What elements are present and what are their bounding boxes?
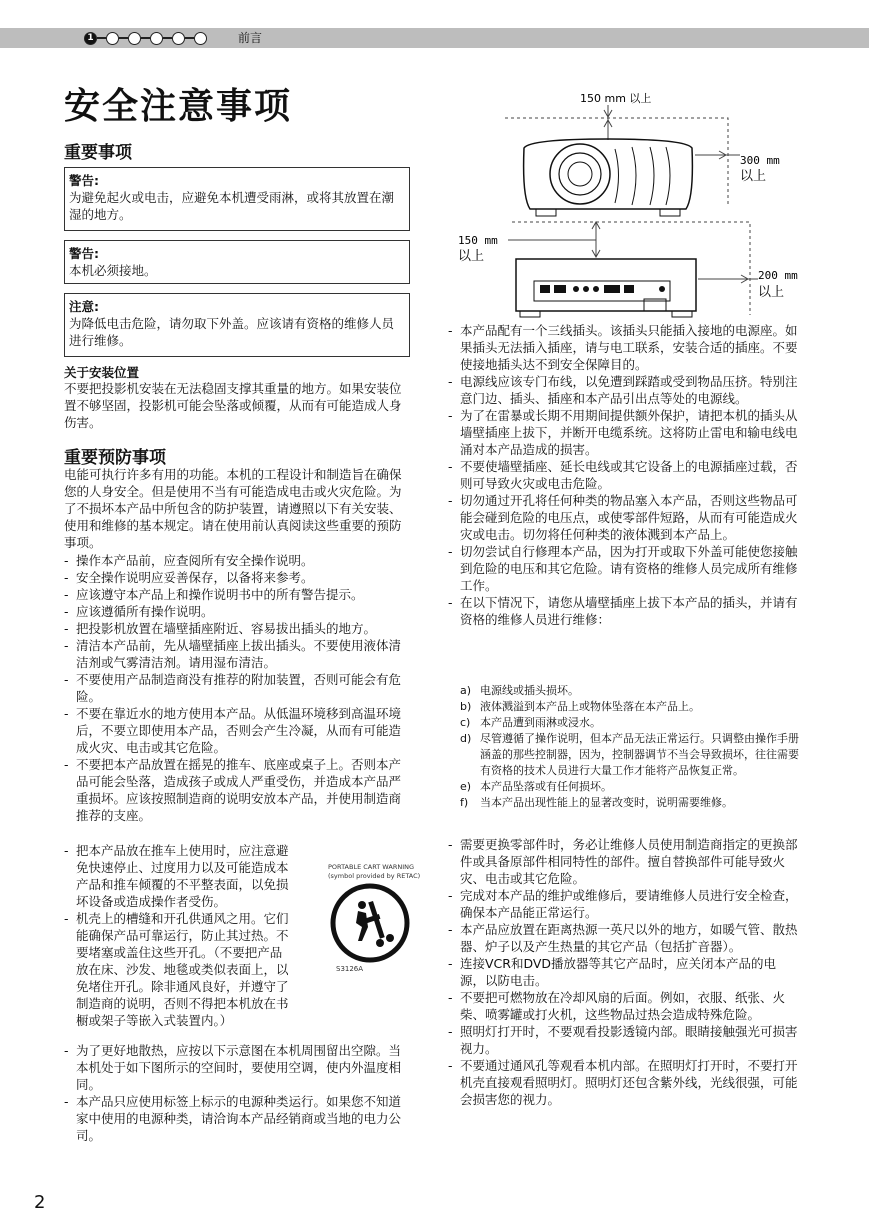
item-marker: a) <box>460 684 472 697</box>
step-1: 1 <box>84 32 97 45</box>
important-heading: 重要事项 <box>64 143 132 163</box>
step-connector <box>97 37 106 39</box>
list-item: - 安全操作说明应妥善保存，以备将来参考。 <box>64 569 412 586</box>
list-item <box>448 795 808 811</box>
location-text: 不要把投影机安装在无法稳固支撑其重量的地方。如果安装位置不够坚固，投影机可能会坠落或倾覆，从而有可能造成人身伤害。 <box>64 381 402 430</box>
list-item: - 不要使用产品制造商没有推荐的附加装置，否则可能会有危险。 <box>64 671 412 705</box>
right-list-a <box>448 322 800 628</box>
line: 制造商的说明，否则不得把本机放在书 <box>76 996 289 1011</box>
line: 能确保产品可靠运行，防止其过热。不 <box>76 928 289 943</box>
location-heading: 关于安装位置 <box>64 365 140 380</box>
item-text: 本产品遭到雨淋或浸水。 <box>480 716 601 729</box>
warning-text: 本机必须接地。 <box>69 263 157 278</box>
line: 产品和推车倾覆的不平整表面，以免损 <box>76 877 289 892</box>
line: 免快速停止、过度用力以及可能造成本 <box>76 860 289 875</box>
warning-label: 警告: <box>69 173 99 188</box>
list-item: - 应该遵守本产品上和操作说明书中的所有警告提示。 <box>64 586 412 603</box>
list-item <box>448 683 808 699</box>
list-item: - 切勿尝试自行修理本产品，因为打开或取下外盖可能使您接触到危险的电压和其它危险。请有资格的维修人员完成所有维修工作。 <box>448 543 800 594</box>
list-item: - 不要把本产品放置在摇晃的推车、底座或桌子上。否则本产品可能会坠落，造成孩子或成人严重受伤，并造成本产品严重损坏。应该按照制造商的说明安放本产品，并使用制造商推荐的支座。 <box>64 756 412 824</box>
list-item: - 本产品配有一个三线插头。该插头只能插入接地的电源座。如果插头无法插入插座，请与电工联系，安装合适的插座。不要使接地插头达不到安全保障目的。 <box>448 322 800 373</box>
list-item: - 应该遵循所有操作说明。 <box>64 603 412 620</box>
warning-label: 警告: <box>69 246 99 261</box>
list-item: - 照明灯打开时，不要观看投影透镜内部。眼睛接触强光可损害视力。 <box>448 1023 800 1057</box>
list-item: - 不要使墙壁插座、延长电线或其它设备上的电源插座过载，否则可导致火灾或电击危险。 <box>448 458 800 492</box>
left-clearance-label-a: 150 mm <box>458 234 498 247</box>
list-item: - 为了在雷暴或长期不用期间提供额外保护，请把本机的插头从墙壁插座上拔下，并断开电缆系统。这将防止雷电和输电线电涌对本产品造成的损害。 <box>448 407 800 458</box>
cart-caption <box>328 863 420 881</box>
list-item: - 本产品只应使用标签上标示的电源种类运行。如果您不知道家中使用的电源种类，请洽询本产品经销商或当地的电力公司。 <box>64 1093 412 1144</box>
line: 把本产品放在推车上使用时，应注意避 <box>76 843 289 858</box>
right-list-b <box>448 836 800 1108</box>
caution-label: 注意: <box>69 299 99 314</box>
line: 要堵塞或盖住这些开孔。（不要把产品 <box>76 945 283 960</box>
step-2 <box>106 32 119 45</box>
item-text: 液体溅溢到本产品上或物体坠落在本产品上。 <box>480 700 700 713</box>
warning-box-2 <box>64 240 410 284</box>
line: 橱或架子等嵌入式装置内。） <box>76 1013 233 1028</box>
step-connector <box>163 37 172 39</box>
precautions-list-b <box>64 1042 412 1144</box>
list-item: - 操作本产品前，应查阅所有安全操作说明。 <box>64 552 412 569</box>
right2-clearance-label-b: 以上 <box>758 285 785 300</box>
item-marker: c) <box>460 716 471 729</box>
line: 免堵住开孔。除非通风良好，并遵守了 <box>76 979 289 994</box>
line: 机壳上的槽缝和开孔供通风之用。它们 <box>76 911 289 926</box>
list-item: - 不要在靠近水的地方使用本产品。从低温环境移到高温环境后，不要立即使用本产品，否则会产生冷凝，从而有可能造成火灾、电击或其它危险。 <box>64 705 412 756</box>
cart-item: - 把本产品放在推车上使用时，应注意避 免快速停止、过度用力以及可能造成本 产品和推车倾覆的不平整表面，以免损 坏设备或造成操作者受伤。 <box>64 842 329 910</box>
step-connector <box>141 37 150 39</box>
list-item: - 不要通过通风孔等观看本机内部。在照明灯打开时，不要打开机壳直接观看照明灯。照明灯还包含紫外线，光线很强，可能会损害您的视力。 <box>448 1057 800 1108</box>
list-item: - 为了更好地散热，应按以下示意图在本机周围留出空隙。当本机处于如下图所示的空间时，要使用空调，使内外温度相同。 <box>64 1042 412 1093</box>
clearance-diagram <box>450 85 820 325</box>
cart-code: S3126A <box>336 965 364 973</box>
step-indicator <box>84 30 207 46</box>
step-connector <box>185 37 194 39</box>
item-text: 当本产品出现性能上的显著改变时，说明需要维修。 <box>480 796 733 809</box>
ventilation-item: - 机壳上的槽缝和开孔供通风之用。它们 能确保产品可靠运行，防止其过热。不 要堵塞或盖住这些开孔。（不要把产品 放在床、沙发、地毯或类似表面上，以 免堵住开孔。除非通风良好，并遵守了 制造商的说明，否则不得把本机放在书 橱或架子等嵌入式装置内。） <box>64 910 329 1029</box>
list-item: - 把投影机放置在墙壁插座附近、容易拔出插头的地方。 <box>64 620 412 637</box>
list-item <box>448 779 808 795</box>
list-item: - 本产品应放置在距离热源一英尺以外的地方，如暖气管、散热器、炉子以及产生热量的其它产品（包括扩音器）。 <box>448 921 800 955</box>
precautions-heading: 重要预防事项 <box>64 448 166 468</box>
page-number: 2 <box>34 1192 46 1213</box>
step-3 <box>128 32 141 45</box>
list-item: - 需要更换零部件时，务必让维修人员使用制造商指定的更换部件或具备原部件相同特性的部件。擅自替换部件可能导致火灾、电击或其它危险。 <box>448 836 800 887</box>
list-item <box>448 699 808 715</box>
list-item: - 在以下情况下，请您从墙壁插座上拔下本产品的插头，并请有资格的维修人员进行维修： <box>448 594 800 628</box>
list-item: - 切勿通过开孔将任何种类的物品塞入本产品，否则这些物品可能会碰到危险的电压点，或使零部件短路，从而有可能造成火灾或电击。切勿将任何种类的液体溅到本产品上。 <box>448 492 800 543</box>
left-clearance-label-b: 以上 <box>458 249 485 264</box>
item-marker: b) <box>460 700 472 713</box>
cart-caption-line-1: PORTABLE CART WARNING <box>328 863 415 871</box>
line: 放在床、沙发、地毯或类似表面上，以 <box>76 962 289 977</box>
page-title: 安全注意事项 <box>64 86 293 127</box>
step-4 <box>150 32 163 45</box>
section-label: 前言 <box>238 31 263 45</box>
top-clearance-label: 150 mm 以上 <box>580 92 652 105</box>
list-item: - 完成对本产品的维护或维修后，要请维修人员进行安全检查，确保本产品能正常运行。 <box>448 887 800 921</box>
warning-text: 为避免起火或电击，应避免本机遭受雨淋，或将其放置在潮湿的地方。 <box>69 190 395 222</box>
caution-box <box>64 293 410 357</box>
list-item: - 连接VCR和DVD播放器等其它产品时，应关闭本产品的电源，以防电击。 <box>448 955 800 989</box>
warning-box-1 <box>64 167 410 231</box>
list-item <box>448 731 808 779</box>
list-item: - 不要把可燃物放在冷却风扇的后面。例如，衣服、纸张、火柴、喷雾罐或打火机，这些物品过热会造成特殊危险。 <box>448 989 800 1023</box>
right-clearance-label-a: 300 mm <box>740 154 780 167</box>
step-5 <box>172 32 185 45</box>
line: 坏设备或造成操作者受伤。 <box>76 894 227 909</box>
precautions-list-a <box>64 552 412 824</box>
cart-caption-line-2: (symbol provided by RETAC) <box>328 872 421 880</box>
item-marker: e) <box>460 780 472 793</box>
item-text: 尽管遵循了操作说明，但本产品无法正常运行。只调整由操作手册涵盖的那些控制器，因为，控制器调节不当会导致损坏，往往需要有资格的技术人员进行大量工作才能将产品恢复正常。 <box>480 732 799 777</box>
step-6 <box>194 32 207 45</box>
item-marker: f) <box>460 796 469 809</box>
list-item: - 清洁本产品前，先从墙壁插座上拔出插头。不要使用液体清洁剂或气雾清洁剂。请用湿布清洁。 <box>64 637 412 671</box>
right-clearance-label-b: 以上 <box>740 169 767 184</box>
right2-clearance-label-a: 200 mm <box>758 269 798 282</box>
step-connector <box>119 37 128 39</box>
item-text: 本产品坠落或有任何损坏。 <box>480 780 612 793</box>
list-item <box>448 715 808 731</box>
item-marker: d) <box>460 732 472 745</box>
item-text: 电源线或插头损坏。 <box>480 684 579 697</box>
caution-text: 为降低电击危险，请勿取下外盖。应该请有资格的维修人员进行维修。 <box>69 316 395 348</box>
list-item: - 电源线应该专门布线，以免遭到踩踏或受到物品压挤。特别注意门边、插头、插座和本产品引出点等处的电源线。 <box>448 373 800 407</box>
portable-cart-warning-icon <box>330 883 410 963</box>
service-conditions-list <box>448 683 808 811</box>
precautions-intro: 电能可执行许多有用的功能。本机的工程设计和制造旨在确保您的人身安全。但是使用不当有可能造成电击或火灾危险。为了不损坏本产品中所包含的防护装置，请遵照以下有关安装、使用和维修的基本规定。请在使用前认真阅读这些重要的预防事项。 <box>64 467 402 550</box>
